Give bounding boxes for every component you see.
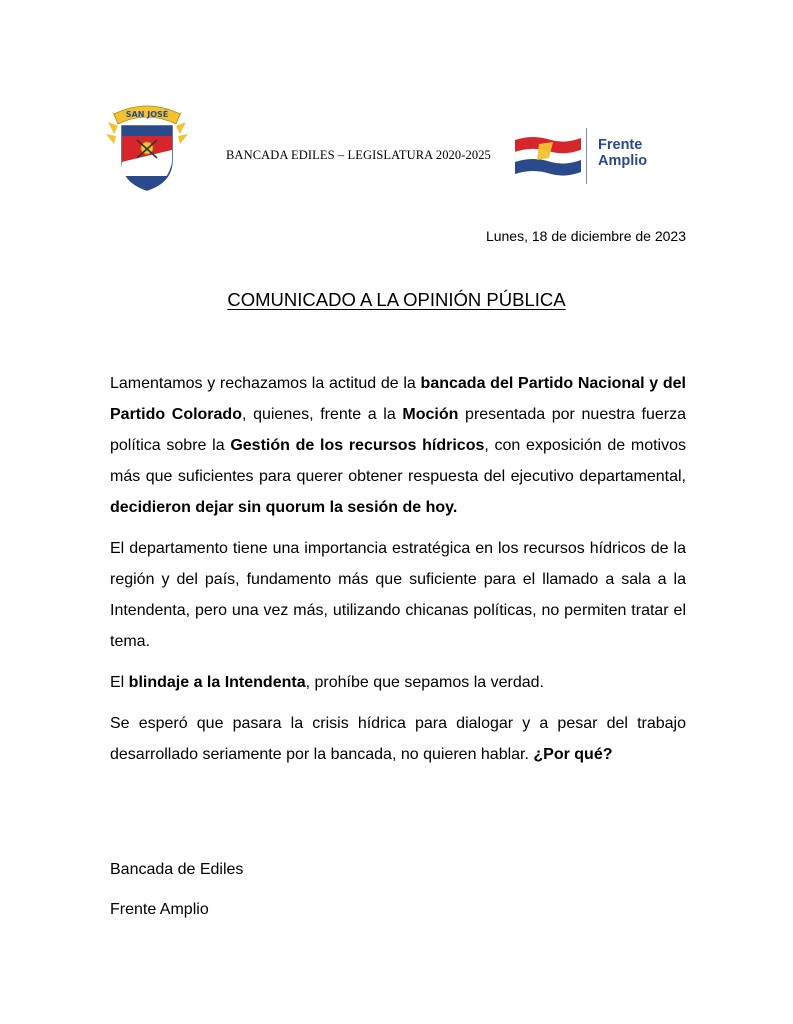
logo-divider <box>586 128 587 184</box>
p1-bold-3: Gestión de los recursos hídricos <box>230 437 485 454</box>
paragraph-4 <box>110 708 686 770</box>
p1-bold-2: Moción <box>402 406 459 423</box>
signature-block <box>110 850 243 930</box>
p1-text-2: , quienes, frente a la <box>241 406 403 423</box>
p4-text-1: Se esperó que pasara la crisis hídrica para dialogar y a pesar del trabajo desarrollado seriamente por la bancada, no quieren hablar. <box>110 715 686 763</box>
p3-text-1: El <box>110 674 129 691</box>
p3-text-2: , prohíbe que sepamos la verdad. <box>305 674 544 691</box>
document-date: Lunes, 18 de diciembre de 2023 <box>485 228 686 244</box>
san-jose-crest-logo <box>104 100 190 192</box>
document-title-text: COMUNICADO A LA OPINIÓN PÚBLICA <box>227 289 566 310</box>
p1-text-3: presentada por nuestra fuerza política sobre la <box>110 406 686 454</box>
p3-bold-1: blindaje a la Intendenta <box>128 674 306 691</box>
frente-amplio-flag-logo <box>513 132 583 178</box>
signature-line-2: Frente Amplio <box>110 901 209 918</box>
paragraph-1 <box>110 368 686 523</box>
p1-bold-1: bancada del Partido Nacional y del Partido Colorado <box>110 375 687 423</box>
document-title <box>0 289 793 311</box>
wordmark-line2: Amplio <box>598 153 648 169</box>
p1-bold-4: decidieron dejar sin quorum la sesión de hoy. <box>110 499 458 516</box>
signature-line-1: Bancada de Ediles <box>110 861 244 878</box>
p4-bold-1: ¿Por qué? <box>533 746 613 763</box>
p1-text-4: , con exposición de motivos más que suficientes para querer obtener respuesta del ejecutivo departamental, <box>110 437 687 485</box>
document-body <box>110 368 686 780</box>
wordmark-line1: Frente <box>598 137 643 153</box>
frente-amplio-wordmark <box>598 137 647 169</box>
letterhead-title: BANCADA EDILES – LEGISLATURA 2020-2025 <box>226 148 491 162</box>
paragraph-2: El departamento tiene una importancia estratégica en los recursos hídricos de la región y del país, fundamento más que suficiente para el llamado a sala a la Intendenta, pero una vez más, utilizando chicanas políticas, no permiten tratar el tema. <box>110 540 686 650</box>
crest-label: SAN JOSÉ <box>125 110 169 119</box>
letterhead <box>0 0 793 200</box>
paragraph-3 <box>110 667 686 698</box>
p1-text-1: Lamentamos y rechazamos la actitud de la <box>110 375 421 392</box>
